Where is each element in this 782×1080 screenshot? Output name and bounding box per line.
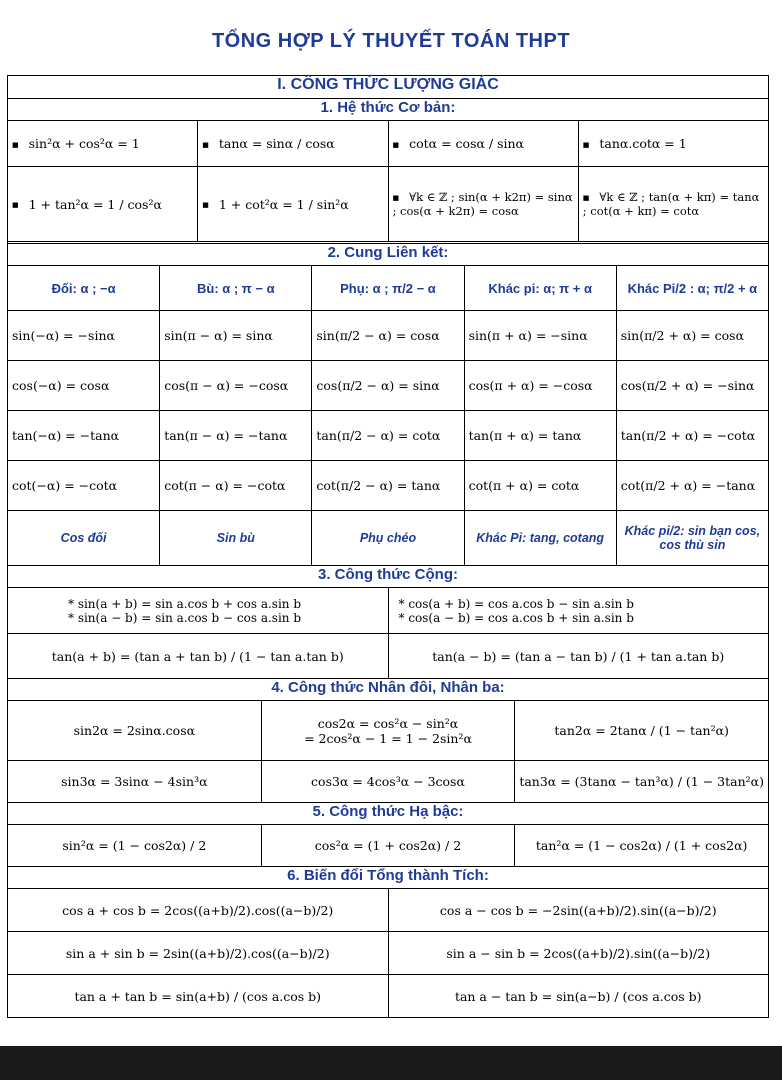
s6-cell: tan a + tan b = sin(a+b) / (cos a.cos b) [8,975,389,1018]
s2-header: Khác pi: α; π + α [464,266,616,311]
s1-cell: ■ tanα = sinα / cosα [198,121,388,167]
s5-cell: sin²α = (1 − cos2α) / 2 [8,825,262,867]
s2-cell: cos(π/2 + α) = −sinα [616,361,768,411]
s1-cell: ■ ∀k ∈ ℤ ; sin(α + k2π) = sinα ; cos(α + k2π) = cosα [388,167,578,242]
s6-cell: cos a + cos b = 2cos((a+b)/2).cos((a−b)/2) [8,889,389,932]
s2-cell: cot(π − α) = −cotα [160,461,312,511]
s4-cell [261,701,515,761]
s3-line: * sin(a + b) = sin a.cos b + cos a.sin b [68,596,302,611]
s1-cell: ■ sin²α + cos²α = 1 [8,121,198,167]
s1-table [7,120,769,242]
s6-heading: 6. Biến đổi Tổng thành Tích: [7,866,769,888]
s2-cell: cot(π + α) = cotα [464,461,616,511]
s2-cell: tan(π − α) = −tanα [160,411,312,461]
s4-cell: sin3α = 3sinα − 4sin³α [8,761,262,803]
s3-table [7,587,769,679]
s2-mnemonic: Phụ chéo [312,511,464,566]
page-title: TỔNG HỢP LÝ THUYẾT TOÁN THPT [211,30,571,52]
s6-cell: tan a − tan b = sin(a−b) / (cos a.cos b) [388,975,769,1018]
s4-table [7,700,769,803]
s2-header: Bù: α ; π − α [160,266,312,311]
s2-cell: cos(−α) = cosα [8,361,160,411]
s2-cell: cos(π + α) = −cosα [464,361,616,411]
s2-cell: tan(π/2 + α) = −cotα [616,411,768,461]
s2-cell: cot(π/2 − α) = tanα [312,461,464,511]
section-main-heading: I. CÔNG THỨC LƯỢNG GIÁC [7,75,769,98]
s2-cell: cot(−α) = −cotα [8,461,160,511]
s1-cell: ■ cotα = cosα / sinα [388,121,578,167]
s2-cell: cot(π/2 + α) = −tanα [616,461,768,511]
s3-cell [388,588,769,634]
s2-cell: sin(π + α) = −sinα [464,311,616,361]
s3-line: * cos(a + b) = cos a.cos b − sin a.sin b [398,596,634,611]
s3-cell: tan(a − b) = (tan a − tan b) / (1 + tan a.tan b) [388,634,769,679]
s3-cell: tan(a + b) = (tan a + tan b) / (1 − tan a.tan b) [8,634,389,679]
s3-cell [8,588,389,634]
s6-cell: sin a − sin b = 2cos((a+b)/2).sin((a−b)/2) [388,932,769,975]
bottom-bar [0,1046,782,1080]
s5-heading: 5. Công thức Hạ bậc: [7,802,769,824]
s2-mnemonic: Khác Pi: tang, cotang [464,511,616,566]
s4-cell: tan2α = 2tanα / (1 − tan²α) [515,701,769,761]
s2-header: Phụ: α ; π/2 − α [312,266,464,311]
s4-cell: sin2α = 2sinα.cosα [8,701,262,761]
s3-line: * sin(a − b) = sin a.cos b − cos a.sin b [68,610,302,625]
s2-mnemonic: Sin bù [160,511,312,566]
s2-cell: tan(π + α) = tanα [464,411,616,461]
s2-cell: sin(−α) = −sinα [8,311,160,361]
s2-mnemonic: Khác pi/2: sin bạn cos, cos thù sin [616,511,768,566]
s4-heading: 4. Công thức Nhân đôi, Nhân ba: [7,678,769,700]
s1-cell: ■ tanα.cotα = 1 [578,121,768,167]
s2-cell: cos(π/2 − α) = sinα [312,361,464,411]
s4-cell: tan3α = (3tanα − tan³α) / (1 − 3tan²α) [515,761,769,803]
s1-cell: ■ 1 + tan²α = 1 / cos²α [8,167,198,242]
s4-cell: cos3α = 4cos³α − 3cosα [261,761,515,803]
s2-heading: 2. Cung Liên kết: [7,243,769,265]
s6-cell: cos a − cos b = −2sin((a+b)/2).sin((a−b)/2) [388,889,769,932]
s1-heading: 1. Hệ thức Cơ bản: [7,98,769,120]
s2-cell: cos(π − α) = −cosα [160,361,312,411]
s1-cell: ■ 1 + cot²α = 1 / sin²α [198,167,388,242]
s6-table [7,888,769,1018]
s2-cell: sin(π/2 − α) = cosα [312,311,464,361]
s1-cell: ■ ∀k ∈ ℤ ; tan(α + kπ) = tanα ; cot(α + kπ) = cotα [578,167,768,242]
s3-line: * cos(a − b) = cos a.cos b + sin a.sin b [398,610,634,625]
s2-header: Khác Pi/2 : α; π/2 + α [616,266,768,311]
s2-cell: tan(π/2 − α) = cotα [312,411,464,461]
s3-heading: 3. Công thức Cộng: [7,565,769,587]
s5-cell: cos²α = (1 + cos2α) / 2 [261,825,515,867]
s2-cell: tan(−α) = −tanα [8,411,160,461]
s2-header: Đối: α ; −α [8,266,160,311]
s5-table [7,824,769,867]
s2-cell: sin(π − α) = sinα [160,311,312,361]
s2-mnemonic: Cos đối [8,511,160,566]
s4-line: cos2α = cos²α − sin²α [317,715,459,731]
s2-cell: sin(π/2 + α) = cosα [616,311,768,361]
s5-cell: tan²α = (1 − cos2α) / (1 + cos2α) [515,825,769,867]
s4-line: = 2cos²α − 1 = 1 − 2sin²α [304,730,472,746]
s6-cell: sin a + sin b = 2sin((a+b)/2).cos((a−b)/2) [8,932,389,975]
s2-table [7,265,769,566]
